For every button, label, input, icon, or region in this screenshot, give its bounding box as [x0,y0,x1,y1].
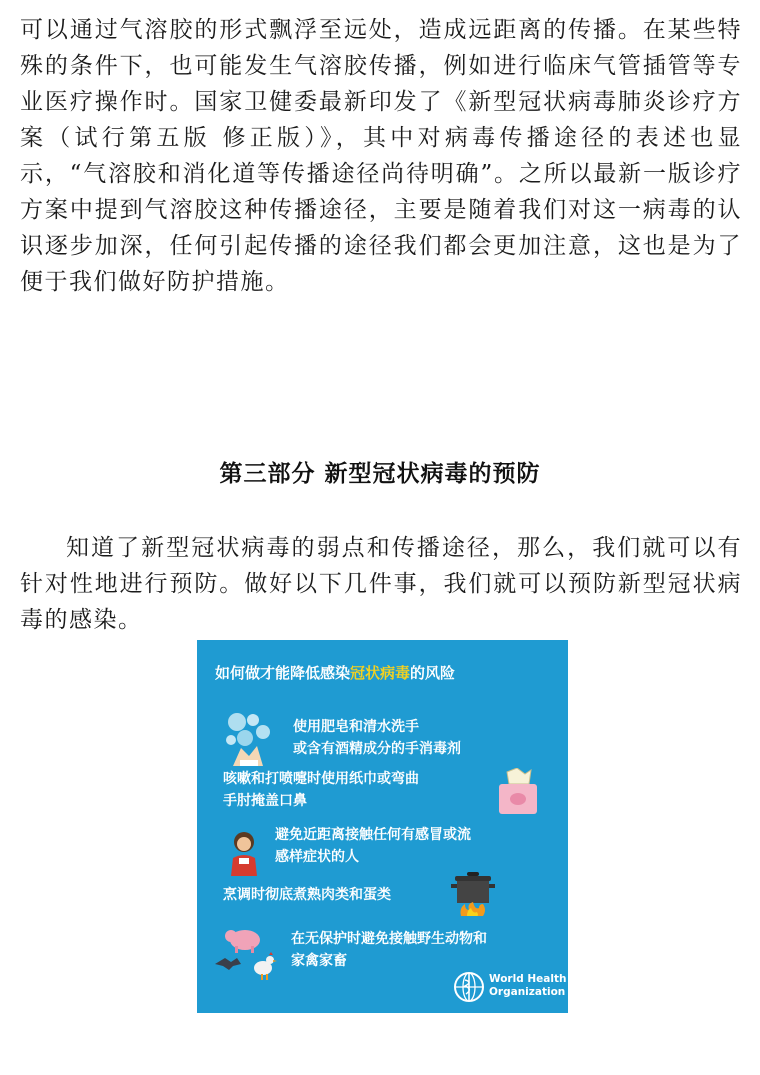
who-wordmark-line1: World Health [489,973,567,985]
tip-cough-line2: 手肘掩盖口鼻 [223,793,307,809]
who-wordmark [489,973,566,999]
poster-title-suffix: 的风险 [410,664,456,682]
tip-handwash-line2: 或含有酒精成分的手消毒剂 [293,741,461,757]
tip-cough-line1: 咳嗽和打喷嚏时使用纸巾或弯曲 [223,771,419,787]
poster-title-prefix: 如何做才能降低感染 [215,664,351,682]
body-paragraph-2: 知道了新型冠状病毒的弱点和传播途径，那么，我们就可以有针对性地进行预防。做好以下几件事，我们就可以预防新型冠状病毒的感染。 [20,535,742,633]
who-emblem-icon [452,970,486,1004]
tip-handwash [293,716,461,760]
tip-wildlife [291,928,487,972]
poster-title [215,662,455,683]
who-wordmark-line2: Organization [489,986,566,998]
tip-cook-line1: 烹调时彻底煮熟肉类和蛋类 [223,887,391,903]
poster-title-highlight: 冠状病毒 [350,664,411,682]
tip-wildlife-line1: 在无保护时避免接触野生动物和 [291,931,487,947]
tip-wildlife-line2: 家禽家畜 [291,953,347,969]
section-heading: 第三部分 新型冠状病毒的预防 [219,461,541,487]
tip-cook [223,884,391,906]
who-prevention-poster [197,640,568,1013]
tip-avoid-contact-line1: 避免近距离接触任何有感冒或流 [275,827,471,843]
animals-icon [211,924,283,982]
tip-avoid-contact-line2: 感样症状的人 [275,849,359,865]
tip-avoid-contact [275,824,471,868]
cooking-pot-icon [449,870,497,918]
sick-person-icon [227,830,261,876]
who-logo [452,970,567,1004]
tip-cough [223,768,419,812]
body-paragraph-1: 可以通过气溶胶的形式飘浮至远处，造成远距离的传播。在某些特殊的条件下，也可能发生气溶胶传播，例如进行临床气管插管等专业医疗操作时。国家卫健委最新印发了《新型冠状病毒肺炎诊疗方案（试行第五版 修正版）》，其中对病毒传播途径的表述也显示，“气溶胶和消化道等传播途径尚待明确”。之所以最新一版诊疗方案中提到气溶胶这种传播途径，主要是随着我们对这一病毒的认识逐步加深，任何引起传播的途径我们都会更加注意，这也是为了便于我们做好防护措施。 [20,17,742,295]
tissue-box-icon [495,768,541,816]
tip-handwash-line1: 使用肥皂和清水洗手 [293,719,419,735]
handwash-icon [223,710,273,768]
